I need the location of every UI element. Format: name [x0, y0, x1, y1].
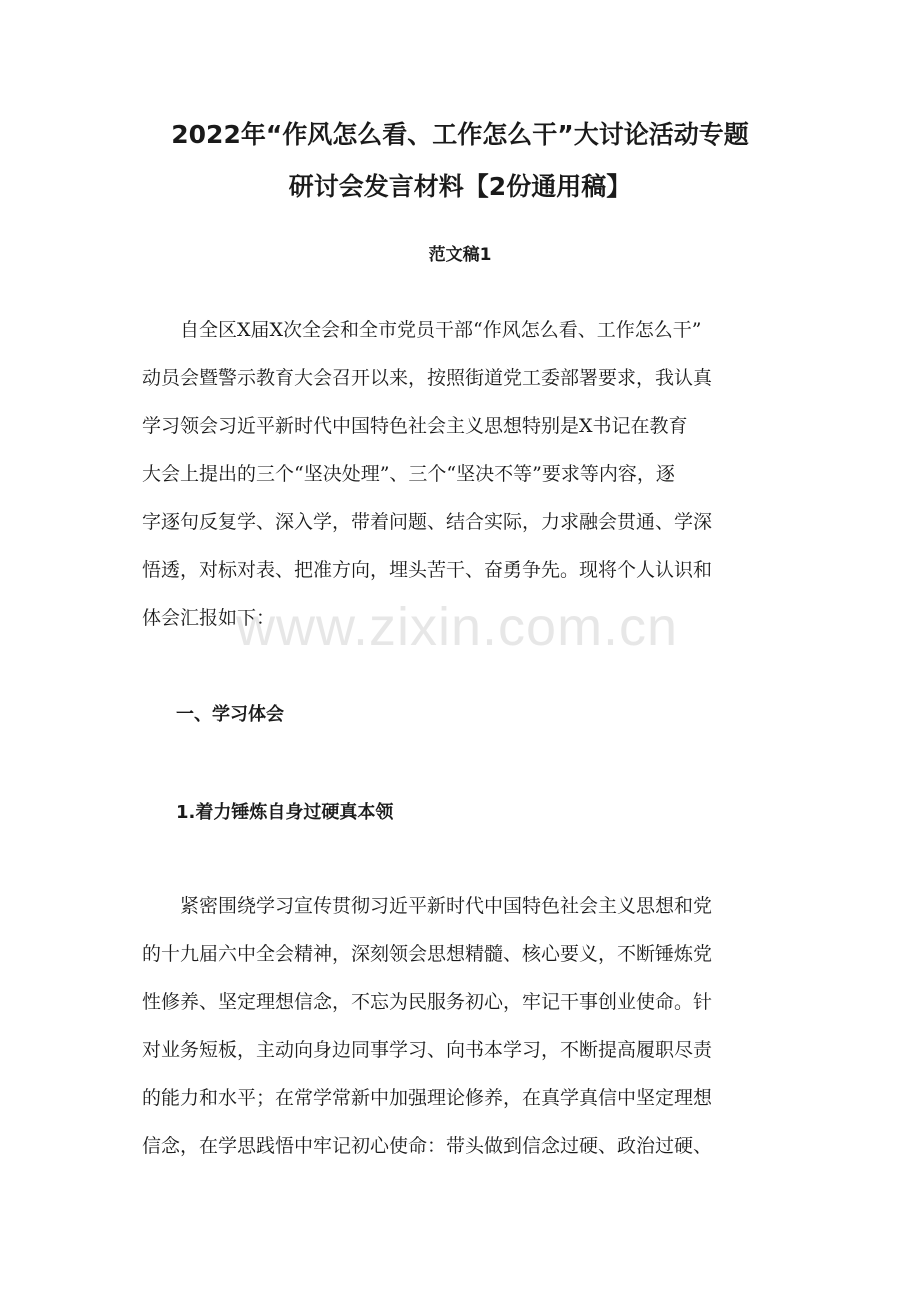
paragraph-line: 紧密围绕学习宣传贯彻习近平新时代中国特色社会主义思想和党 — [180, 895, 713, 917]
document-title-line1: 2022年“作风怎么看、工作怎么干”大讨论活动专题 — [171, 120, 749, 149]
paragraph-line: 学习领会习近平新时代中国特色社会主义思想特别是X书记在教育 — [142, 415, 688, 437]
paragraph-line: 的十九届六中全会精神，深刻领会思想精髓、核心要义，不断锤炼党 — [142, 943, 713, 965]
section-heading-2: 1.着力锤炼自身过硬真本领 — [176, 802, 394, 823]
paragraph-line: 性修养、坚定理想信念，不忘为民服务初心，牢记干事创业使命。针 — [142, 991, 713, 1013]
paragraph-line: 的能力和水平；在常学常新中加强理论修养，在真学真信中坚定理想 — [142, 1087, 713, 1109]
paragraph-2 — [142, 882, 782, 1170]
paragraph-line: 悟透，对标对表、把准方向，埋头苦干、奋勇争先。现将个人认识和 — [142, 559, 713, 581]
watermark: www.zixin.com.cn — [236, 597, 679, 657]
paragraph-line: 字逐句反复学、深入学，带着问题、结合实际，力求融会贯通、学深 — [142, 511, 713, 533]
document-title-line2: 研讨会发言材料【2份通用稿】 — [288, 172, 632, 201]
section-subtitle: 范文稿1 — [428, 245, 492, 265]
section-heading-1: 一、学习体会 — [176, 704, 284, 725]
paragraph-line: 体会汇报如下： — [142, 607, 276, 629]
paragraph-line: 对业务短板，主动向身边同事学习、向书本学习，不断提高履职尽责 — [142, 1039, 713, 1061]
paragraph-line: 动员会暨警示教育大会召开以来，按照街道党工委部署要求，我认真 — [142, 367, 713, 389]
paragraph-1 — [142, 306, 782, 642]
paragraph-line: 大会上提出的三个“坚决处理”、三个“坚决不等”要求等内容，逐 — [142, 463, 675, 485]
paragraph-line: 信念，在学思践悟中牢记初心使命：带头做到信念过硬、政治过硬、 — [142, 1135, 713, 1157]
paragraph-line: 自全区X届X次全会和全市党员干部“作风怎么看、工作怎么干” — [180, 319, 702, 341]
